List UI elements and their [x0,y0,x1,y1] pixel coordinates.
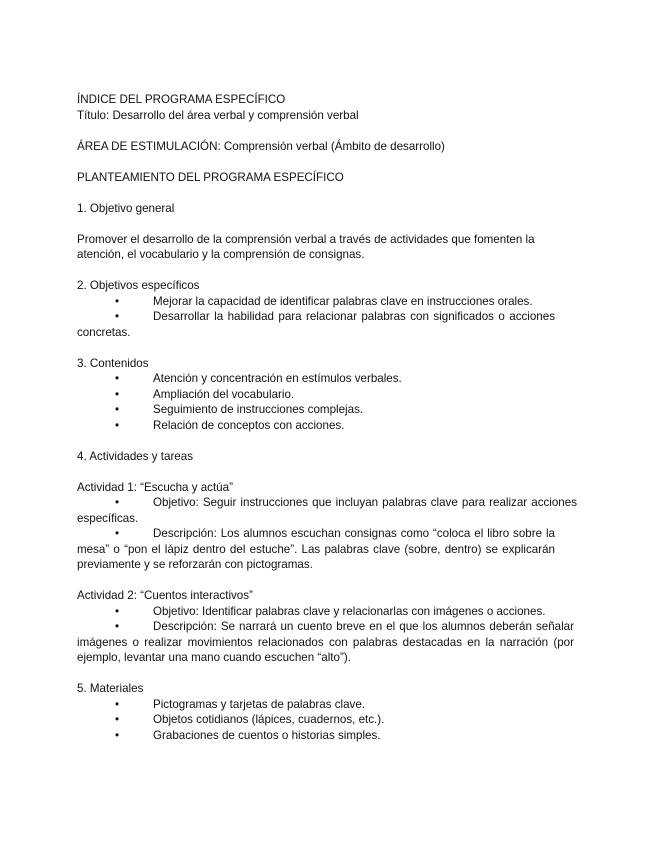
bullet-icon: • [115,387,120,401]
activity1-objective-text: Objetivo: Seguir instrucciones que incluyan palabras clave para realizar acciones específicas. [77,496,577,525]
section1-heading: 1. Objetivo general [77,201,175,215]
bullet-icon: • [115,310,120,323]
list-item-text: Atención y concentración en estímulos verbales. [153,372,402,385]
activity1-objective [77,495,577,526]
bullet-icon: • [115,403,120,416]
list-item-text: Relación de conceptos con acciones. [153,418,345,432]
bullet-icon: • [115,418,120,432]
activity2-objective [77,604,567,620]
activity2-description-text: Descripción: Se narrará un cuento breve en el que los alumnos deberán señalar imágenes o realizar movimientos relacionados con palabras destacadas en la narración (por ejemplo, levantar una mano cuando escuchen “alto”). [77,620,574,664]
program-planteamiento-heading: PLANTEAMIENTO DEL PROGRAMA ESPECÍFICO [77,170,344,184]
list-item-text: Pictogramas y tarjetas de palabras clave. [153,697,366,711]
activity2-title: Actividad 2: “Cuentos interactivos” [77,589,253,602]
bullet-icon: • [115,728,120,742]
list-item [77,371,567,387]
section1-text: Promover el desarrollo de la comprensión verbal a través de actividades que fomenten la atención, el vocabulario y la comprensión de consignas. [77,232,535,261]
list-item [77,712,567,728]
list-item-text: Grabaciones de cuentos o historias simples. [153,728,381,742]
list-item-text: Seguimiento de instrucciones complejas. [153,403,364,416]
activity1-title: Actividad 1: “Escucha y actúa” [77,480,233,494]
bullet-icon: • [115,527,120,540]
list-item [77,728,567,744]
activity1-description [77,526,555,573]
activity2-description [77,619,574,666]
bullet-icon: • [115,713,120,726]
document-page [77,92,577,743]
bullet-icon: • [115,620,120,633]
activity1-description-text: Descripción: Los alumnos escuchan consignas como “coloca el libro sobre la mesa” o “pon el lápiz dentro del estuche”. Las palabras clave (sobre, dentro) se explicarán previamente y se reforzarán con pictogramas. [77,527,555,571]
list-item [77,418,567,434]
list-item-text: Desarrollar la habilidad para relacionar palabras con significados o acciones concretas. [77,310,555,339]
index-title: ÍNDICE DEL PROGRAMA ESPECÍFICO [77,93,286,106]
bullet-icon: • [115,294,120,308]
list-item [77,402,567,418]
section4-heading: 4. Actividades y tareas [77,449,193,463]
activity2-objective-text: Objetivo: Identificar palabras clave y relacionarlas con imágenes o acciones. [153,604,546,618]
stimulation-area: ÁREA DE ESTIMULACIÓN: Comprensión verbal (Ámbito de desarrollo) [77,139,445,153]
list-item [77,697,567,713]
list-item-text: Ampliación del vocabulario. [153,387,295,401]
document-subtitle: Título: Desarrollo del área verbal y comprensión verbal [77,108,359,122]
section5-heading: 5. Materiales [77,682,144,695]
section2-heading: 2. Objetivos específicos [77,279,200,292]
list-item [77,387,567,403]
list-item-text: Objetos cotidianos (lápices, cuadernos, etc.). [153,713,385,726]
bullet-icon: • [115,697,120,711]
bullet-icon: • [115,496,120,509]
list-item [77,294,567,310]
bullet-icon: • [115,604,120,618]
list-item [77,309,555,340]
bullet-icon: • [115,372,120,385]
list-item-text: Mejorar la capacidad de identificar palabras clave en instrucciones orales. [153,294,533,308]
section3-heading: 3. Contenidos [77,356,149,370]
